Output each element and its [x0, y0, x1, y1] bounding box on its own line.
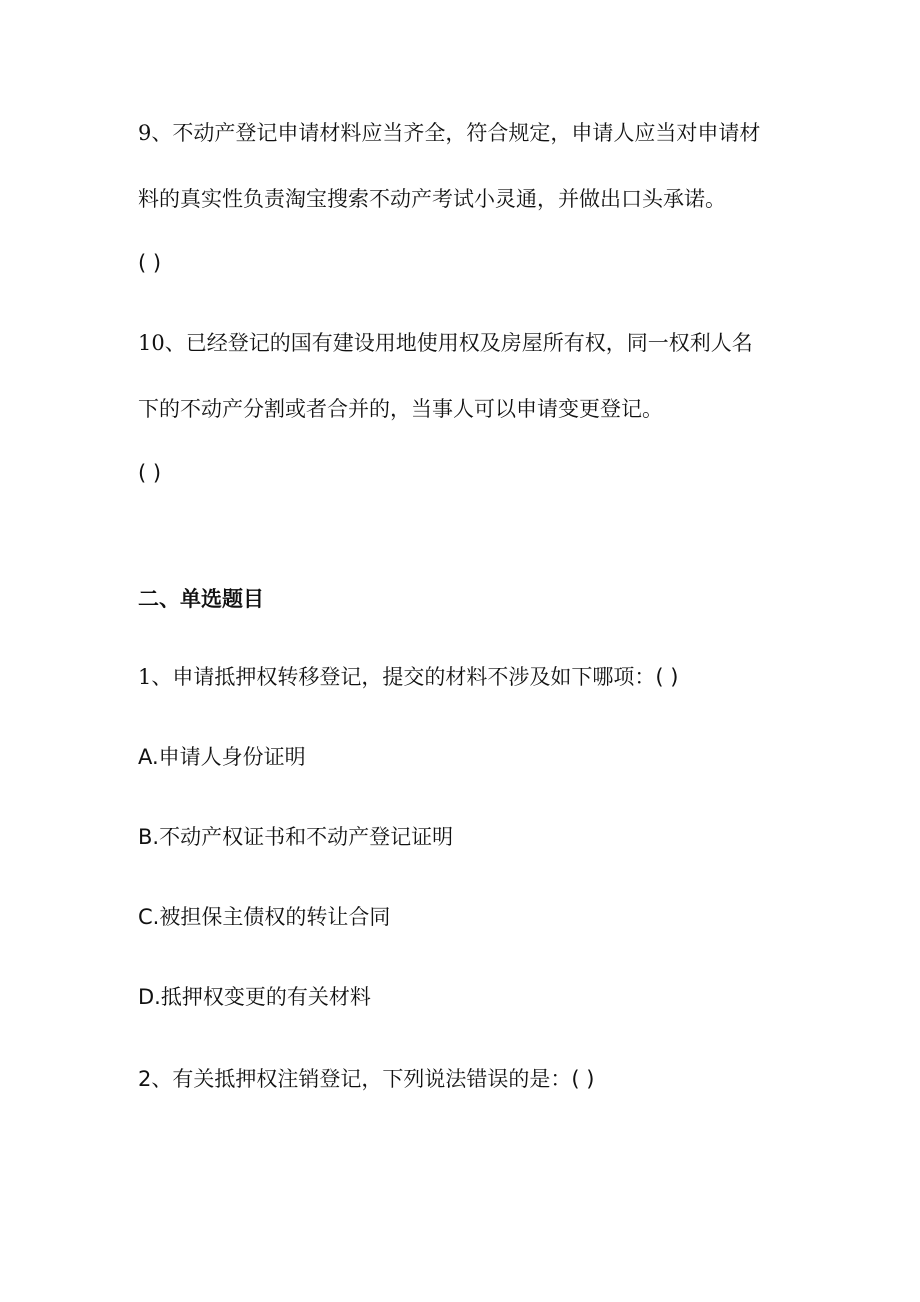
- question-9-answer-blank: [138, 248, 161, 278]
- section-heading: 二、单选题目: [138, 587, 264, 611]
- option-d: D.抵押权变更的有关材料: [138, 985, 371, 1009]
- question-10-answer-blank: [138, 458, 161, 488]
- option-c: C.被担保主债权的转让合同: [138, 905, 391, 929]
- question-text: 料的真实性负责淘宝搜索不动产考试小灵通，并做出口头承诺。: [138, 187, 726, 211]
- question-text: 、已经登记的国有建设用地使用权及房屋所有权，同一权利人名: [164, 331, 753, 355]
- option-b: B.不动产权证书和不动产登记证明: [138, 825, 454, 849]
- question-9-line-2: [138, 184, 726, 214]
- question-9-line-1: [138, 118, 760, 148]
- question-number: 10: [138, 331, 165, 355]
- option-a: A.申请人身份证明: [138, 745, 306, 769]
- question-text: 、不动产登记申请材料应当齐全，符合规定，申请人应当对申请材: [151, 121, 761, 145]
- question-number: 9: [138, 121, 152, 145]
- mc-question-2: [138, 1064, 594, 1094]
- question-number: 2: [138, 1067, 152, 1091]
- question-10-line-1: [138, 328, 753, 358]
- question-number: 1: [138, 665, 152, 689]
- answer-blank: ( ): [138, 461, 162, 485]
- question-10-line-2: [138, 394, 663, 424]
- question-text: 、有关抵押权注销登记，下列说法错误的是：( ): [151, 1067, 595, 1091]
- mc-question-1: [138, 662, 678, 692]
- answer-blank: ( ): [138, 251, 162, 275]
- question-text: 下的不动产分割或者合并的，当事人可以申请变更登记。: [138, 397, 663, 421]
- question-text: 、申请抵押权转移登记，提交的材料不涉及如下哪项：( ): [151, 665, 679, 689]
